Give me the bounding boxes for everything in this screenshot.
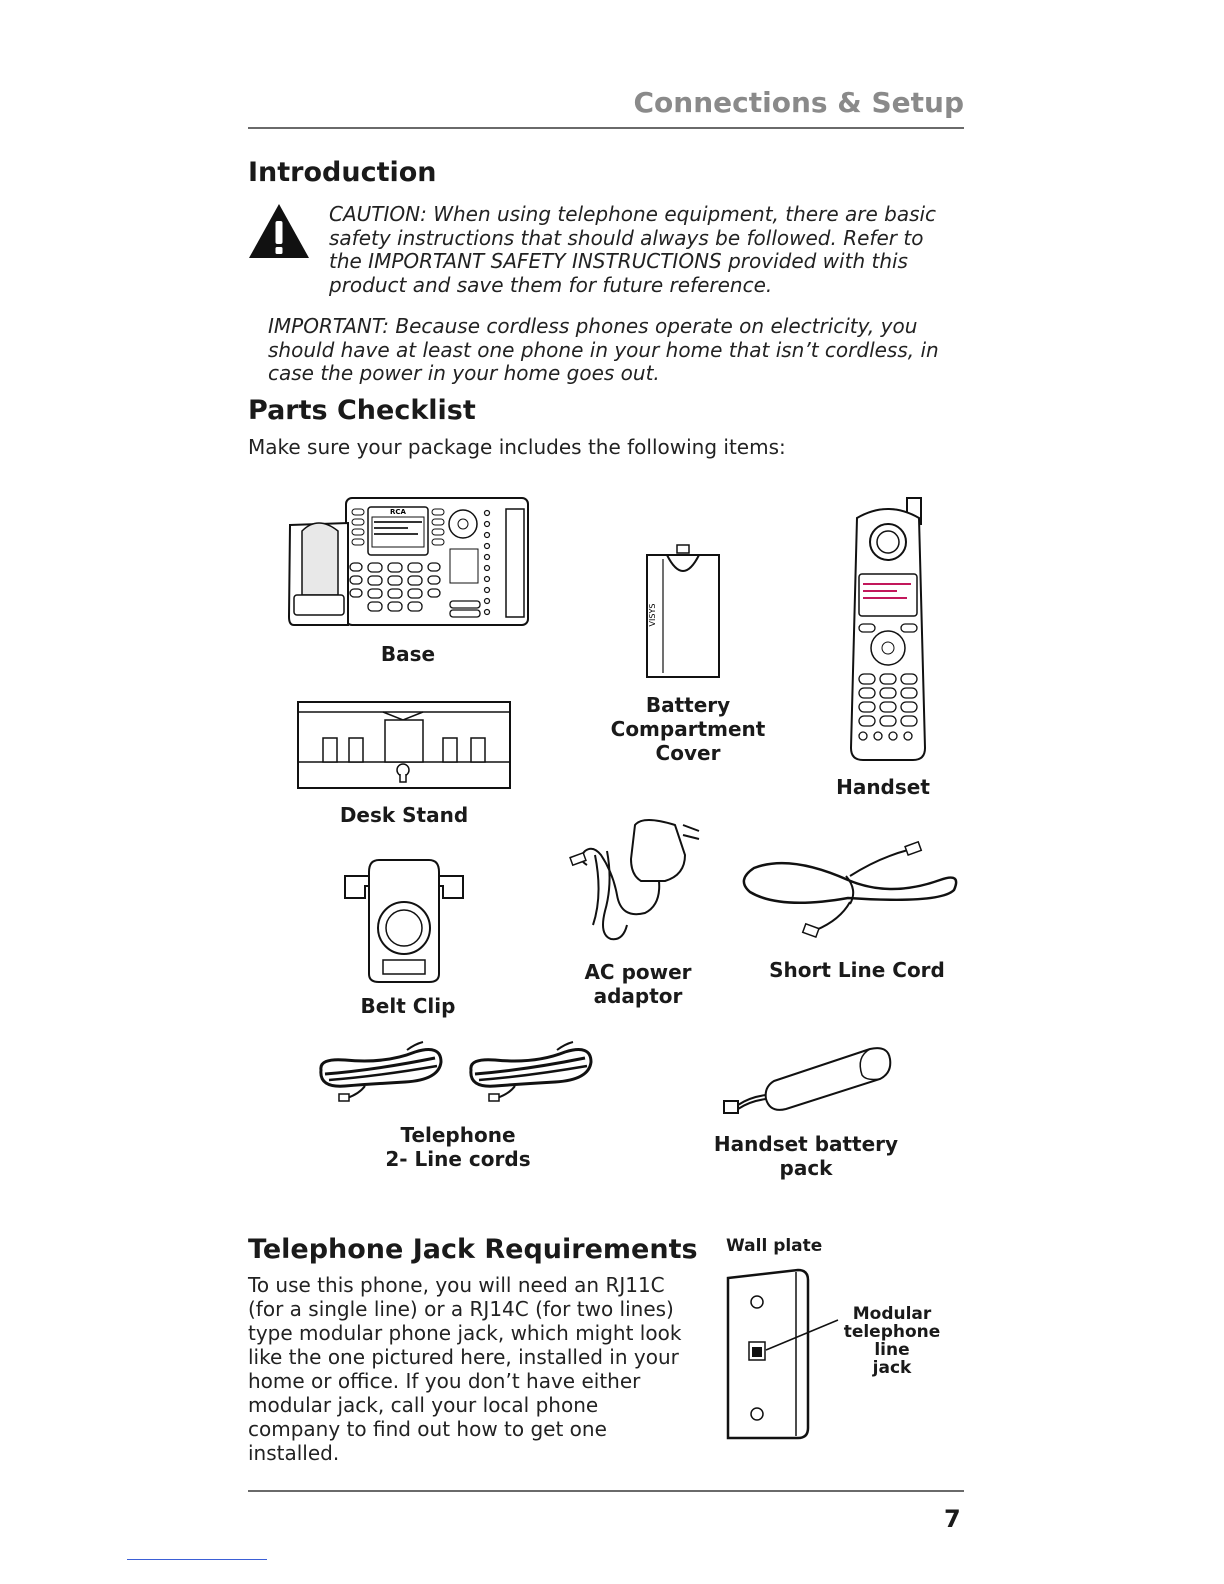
line-cords-label-line2: 2- Line cords: [385, 1147, 531, 1171]
caution-text: CAUTION: When using telephone equipment, there are basic safety instructions that should always be followed. Refer to the IMPORTANT SAFETY INSTRUCTIONS provided with this product and save them for future reference.: [329, 202, 937, 297]
jack-label-line2: telephone line: [843, 1322, 941, 1360]
battery-cover-label: [598, 693, 778, 765]
handset-label: Handset: [836, 775, 930, 799]
parts-checklist-heading: Parts Checklist: [248, 395, 476, 426]
battery-cover-illustration: [645, 545, 723, 681]
jack-requirements-body: To use this phone, you will need an RJ11C (for a single line) or a RJ14C (for two lines) type modular phone jack, which might look like the one pictured here, installed in your home or office. If you don’t have either modular jack, call your local phone company to find out how to get one installed.: [248, 1273, 682, 1465]
important-text: IMPORTANT: Because cordless phones operate on electricity, you should have at least one phone in your home that isn’t cordless, in case the power in your home goes out.: [268, 314, 939, 385]
warning-icon: [247, 202, 311, 260]
line-cords-label-line1: Telephone: [400, 1123, 516, 1147]
ac-adaptor-label-line2: adaptor: [593, 984, 683, 1008]
wall-plate-label: Wall plate: [726, 1236, 823, 1256]
desk-stand-label: Desk Stand: [339, 803, 469, 827]
battery-pack-label-line2: pack: [779, 1156, 833, 1180]
battery-pack-label-line1: Handset battery: [713, 1132, 899, 1156]
introduction-heading: Introduction: [248, 157, 437, 188]
short-line-cord-label: Short Line Cord: [769, 958, 945, 982]
header-rule: [248, 127, 964, 129]
battery-cover-label-line3: Cover: [655, 741, 721, 765]
ac-adaptor-label: [568, 960, 708, 1008]
belt-clip-illustration: [343, 858, 465, 984]
handset-illustration: [845, 498, 931, 762]
parts-checklist-intro: Make sure your package includes the following items:: [248, 435, 786, 459]
belt-clip-label: Belt Clip: [360, 994, 456, 1018]
jack-label-line1: Modular: [852, 1304, 932, 1324]
battery-pack-illustration: [720, 1045, 892, 1117]
battery-pack-label: [713, 1132, 899, 1180]
jack-requirements-heading: Telephone Jack Requirements: [248, 1234, 698, 1265]
short-line-cord-illustration: [740, 840, 962, 940]
footer-rule: [248, 1490, 964, 1492]
base-label: Base: [380, 642, 436, 666]
section-header: Connections & Setup: [633, 86, 964, 119]
base-logo: RCA: [390, 508, 406, 516]
page-number: 7: [944, 1505, 961, 1533]
line-cord-2-illustration: [465, 1040, 595, 1104]
battery-cover-label-line1: Battery: [645, 693, 731, 717]
jack-label: [832, 1305, 952, 1377]
wall-plate-illustration: [726, 1268, 814, 1440]
base-illustration: [288, 497, 532, 627]
ac-adaptor-label-line1: AC power: [584, 960, 692, 984]
battery-cover-label-line2: Compartment: [610, 717, 766, 741]
line-cords-label: [358, 1123, 558, 1171]
jack-label-line3: jack: [872, 1358, 912, 1378]
line-cord-1-illustration: [315, 1040, 445, 1104]
ac-adaptor-illustration: [565, 815, 705, 945]
desk-stand-illustration: [297, 700, 513, 792]
bottom-link-line: [127, 1559, 267, 1560]
cover-brand: VISYS: [648, 603, 657, 627]
